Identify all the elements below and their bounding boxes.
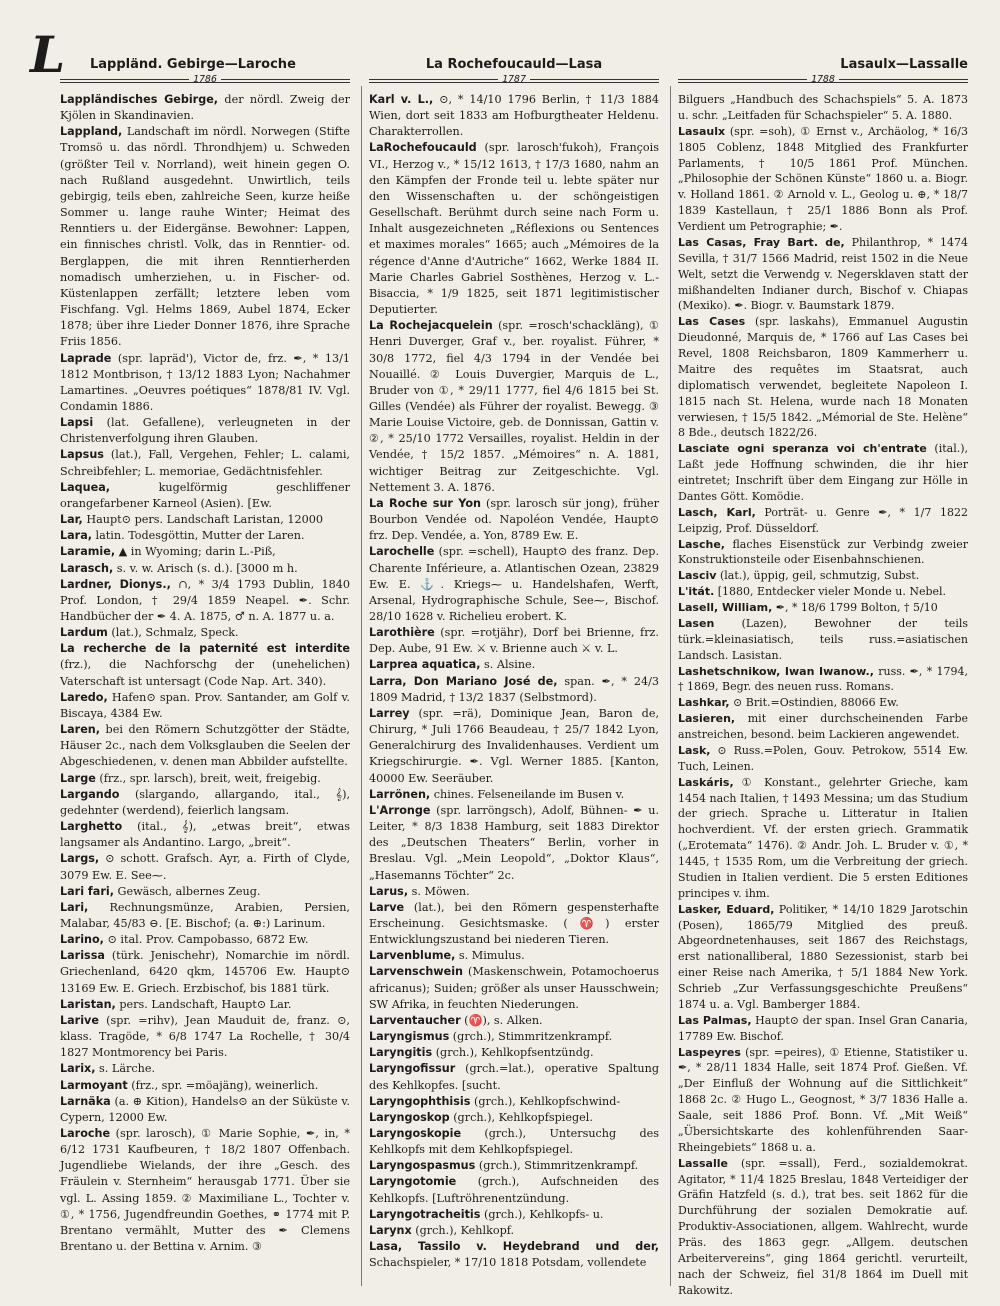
dictionary-entry xyxy=(678,743,968,775)
page-number: 1788 xyxy=(807,73,839,87)
dictionary-entry xyxy=(60,819,350,851)
entry-headword: Laryngophthisis xyxy=(369,1094,471,1108)
dictionary-entry xyxy=(369,1126,659,1158)
entry-text: ⊙ Brit.=Ostindien, 88066 Ew. xyxy=(729,696,899,710)
entry-text: s. Möwen. xyxy=(408,884,470,898)
dictionary-entry xyxy=(60,900,350,932)
entry-headword: Larventaucher xyxy=(369,1013,461,1027)
entry-text: Landschaft im nördl. Norwegen (Stifte Tromsö u. das nördl. Throndhjem) u. Schweden (größter Teil v. Norrland), weit hinein gegen O. nach Rußland ausgedehnt. Unwirtlich, teils gebirgig, teils eben, zahlreiche Seen, kurze heiße Sommer u. lange rauhe Winter; Heimat des Renntiers u. der Eidergänse. Bewohner: Lappen, ein finnisches christl. Volk, das in Renntier- od. Berglappen, die mit ihren Renntierherden nomadisch umherziehen, u. in Fischer- od. Küstenlappen zerfällt; letztere leben vom Fischfang. Vgl. Helms 1869, Aubel 1874, Ecker 1878; über ihre Lieder Donner 1876, ihre Sprache Friis 1856. xyxy=(60,125,350,349)
entry-headword: Larasch, xyxy=(60,561,114,575)
entry-headword: Laryngospasmus xyxy=(369,1159,476,1173)
entry-headword: Lask, xyxy=(678,743,711,757)
dictionary-entry xyxy=(369,1223,659,1239)
entry-headword: Larprea aquatica, xyxy=(369,658,481,672)
entry-text: (ital.), Laßt jede Hoffnung schwinden, die ihr hier eintretet; Inschrift über dem Eingang zur Hölle in Dantes Gött. Komödie. xyxy=(678,442,968,503)
entry-headword: Larghetto xyxy=(60,820,123,834)
dictionary-entry xyxy=(369,544,659,625)
entry-text: (spr. larröngsch), Adolf, Bühnen- ✒ u. Leiter, * 8/3 1838 Hamburg, seit 1883 Direktor des „Deutschen Theaters“ Berlin, vorher in Breslau. Vgl. „Mein Leopold“, „Doktor Klaus“, „Hasemanns Töchter“ 2c. xyxy=(369,803,659,882)
entry-text: (türk. Jenischehr), Nomarchie im nördl. Griechenland, 6420 qkm, 145706 Ew. Haupt⊙ 13169 Ew. E. Griech. Erzbischof, bis 1881 türk. xyxy=(60,949,350,995)
dictionary-entry xyxy=(60,625,350,641)
running-head: Lappländ. Gebirge—Laroche xyxy=(90,57,296,72)
entry-text: latin. Todesgöttin, Mutter der Laren. xyxy=(92,529,305,543)
dictionary-entry xyxy=(678,664,968,696)
entries-list xyxy=(369,92,659,1271)
dictionary-entry xyxy=(369,1045,659,1061)
entry-text: (spr. =rä), Dominique Jean, Baron de, Chirurg, * Juli 1766 Beaudeau, † 25/7 1842 Lyon, Generalchirurg des Invalidenhauses. Verdient um Kriegschirurgie. ✒. Vgl. Werner 1885. [Kanton, 40000 Ew. Seeräuber. xyxy=(369,706,659,785)
dictionary-entry xyxy=(369,1158,659,1174)
entry-headword: Laryngoskopie xyxy=(369,1127,462,1140)
entry-headword: Lardum xyxy=(60,626,108,640)
entry-text: ✒, * 18/6 1799 Bolton, † 5/10 xyxy=(772,601,938,614)
column-divider xyxy=(361,86,362,1286)
dictionary-entry xyxy=(369,803,659,884)
dictionary-entry xyxy=(60,1013,350,1061)
entry-headword: Larnäka xyxy=(60,1094,111,1108)
dictionary-entry xyxy=(60,932,350,948)
entry-text: (grch.), Untersuchg des Kehlkopfs mit dem Kehlkopfspiegel. xyxy=(369,1127,659,1157)
entry-text: ⊙ ital. Prov. Campobasso, 6872 Ew. xyxy=(103,933,309,947)
column-2 xyxy=(369,56,659,1271)
dictionary-entry xyxy=(678,441,968,505)
entry-text: (spr. =schell), Haupt⊙ des franz. Dep. Charente Inférieure, a. Atlantischen Ozean, 23829 Ew. E. ⚓. Kriegs⁓ u. Handelshafen, Werft, Arsenal, Hydrographische Schule, See⁓, Bischof. 28/10 1628 v. Richelieu erobert. K. xyxy=(369,545,659,623)
dictionary-entry xyxy=(678,616,968,664)
dictionary-entry xyxy=(678,775,968,902)
entry-headword: Lasa, Tassilo v. Heydebrand und der, xyxy=(369,1240,659,1254)
dictionary-entry xyxy=(369,1013,659,1029)
entry-text: (grch.), Stimmritzenkrampf. xyxy=(475,1159,639,1173)
entry-text: (spr. =rosch'schackläng), ① Henri Duverger, Graf v., ber. royalist. Führer, * 30/8 1772, fiel 4/3 1794 in der Vendée bei Nouaillé. ② Louis Duvergier, Marquis de L., Bruder von ①, * 29/11 1777, fiel 4/6 1815 bei St. Gilles (Vendée) als Führer der royalist. Bewegg. ③ Marie Louise Victoire, geb. de Donnissan, Gattin v. ②, * 25/10 1772 Versailles, royalist. Heldin in der Vendée, † 15/2 1857. „Mémoires“ n. A. 1881, wichtiger Beitrag zur Zeitgeschichte. Vgl. Nettement 3. A. 1876. xyxy=(369,319,659,494)
entry-text: (slargando, allargando, ital., 𝄞), gedehnter (werdend), feierlich langsam. xyxy=(60,787,350,817)
entry-text: kugelförmig geschliffener orangefarbener Karneol (Asien). [Ew. xyxy=(60,480,350,510)
entry-text: (Lazen), Bewohner der teils türk.=kleinasiatisch, teils russ.=asiatischen Landsch. Lasistan. xyxy=(678,616,968,662)
dictionary-entry xyxy=(369,625,659,657)
entry-text: span. ✒, * 24/3 1809 Madrid, † 13/2 1837 (Selbstmord). xyxy=(369,674,659,704)
entry-headword: Larive xyxy=(60,1013,99,1027)
dictionary-entry xyxy=(678,600,968,616)
running-head: La Rochefoucauld—Lasa xyxy=(425,57,603,72)
entry-text: (spr. =ssall), Ferd., sozialdemokrat. Agitator, * 11/4 1825 Breslau, 1848 Verteidiger der Gräfin Hatzfeld (s. d.), trat bes. seit 1862 für die Durchführung der sozialen Demokratie auf. Produktiv-Associationen, allgem. Wahlrecht, wurde Präs. des 1863 gegr. „Allgem. deutschen Arbeitervereins“, ging 1864 gerichtl. verurteilt, nach der Schweiz, fiel 31/8 1864 im Duell mit Rakowitz. xyxy=(678,1156,968,1297)
dictionary-entry xyxy=(369,900,659,948)
entry-headword: Las Casas, Fray Bart. de, xyxy=(678,235,845,249)
entry-headword: Laskáris, xyxy=(678,775,734,789)
entry-headword: Larus, xyxy=(369,884,409,898)
entry-headword: Laryngismus xyxy=(369,1030,450,1044)
entry-headword: Laryngofissur xyxy=(369,1062,456,1076)
dictionary-entry xyxy=(60,948,350,996)
entry-text: (Maskenschwein, Potamochoerus africanus); Suiden; größer als unser Hausschwein; SW Afrika, in feuchten Niederungen. xyxy=(369,965,659,1011)
entry-text: Rechnungsmünze, Arabien, Persien, Malabar, 45/83 ⊖. [E. Bischof; (a. ⊕:) Larinum. xyxy=(60,900,350,930)
dictionary-entry xyxy=(369,787,659,803)
entry-text: ⊙ Russ.=Polen, Gouv. Petrokow, 5514 Ew. Tuch, Leinen. xyxy=(678,743,968,773)
entry-text: (grch.), Kehlkopfspiegel. xyxy=(449,1110,593,1124)
dictionary-entry xyxy=(369,1239,659,1271)
entry-text: (grch.), Kehlkopfsentzündg. xyxy=(432,1046,594,1060)
entry-headword: Lasciate ogni speranza voi ch'entrate xyxy=(678,442,927,456)
dictionary-entry xyxy=(60,997,350,1013)
entry-text: (spr. larosch), ① Marie Sophie, ✒, in, * 6/12 1731 Kaufbeuren, † 18/2 1807 Offenbach. Jugendliebe Wielands, der ihre „Gesch. des Fräulein v. Sternheim“ herausgab 1771. Über sie vgl. L. Assing 1859. ② Maximiliane L., Tochter v. ①, * 1756, Jugendfreundin Goethes, ⚭ 1774 mit P. Brentano vermählt, Mutter des ✒ Clemens Brentano u. der Bettina v. Arnim. ③ xyxy=(60,1127,350,1254)
entry-text: (lat.), Schmalz, Speck. xyxy=(107,626,239,640)
dictionary-entry xyxy=(369,1094,659,1110)
entry-text: (spr. lapräd'), Victor de, frz. ✒, * 13/1 1812 Montbrison, † 13/12 1883 Lyon; Nachahmer Lamartines. „Oeuvres poétiques“ 1878/81 IV. Vgl. Condamin 1886. xyxy=(60,351,350,413)
entry-headword: Larrey xyxy=(369,706,410,720)
dictionary-entry xyxy=(678,584,968,600)
entry-text: ① Konstant., gelehrter Grieche, kam 1454 nach Italien, † 1493 Messina; um das Studium der griech. Sprache u. Litteratur in Italien hochverdient. Vf. der ersten griech. Grammatik („Erotemata“ 1476). ② Andr. Joh. L. Bruder v. ①, * 1445, † 1535 Rom, um die Verbreitung der griech. Studien in Italien verdient. Die 5 ersten Editiones principes v. ihm. xyxy=(678,775,968,900)
dictionary-entry xyxy=(60,528,350,544)
dictionary-entry xyxy=(678,92,968,124)
entry-text: pers. Landschaft, Haupt⊙ Lar. xyxy=(115,997,292,1011)
entry-headword: Larochelle xyxy=(369,545,435,559)
entry-headword: Lasch, Karl, xyxy=(678,505,756,519)
entry-headword: Karl v. L., xyxy=(369,93,434,106)
entry-text: Haupt⊙ der span. Insel Gran Canaria, 17789 Ew. Bischof. xyxy=(678,1013,968,1043)
dictionary-entry xyxy=(678,1156,968,1299)
entry-text: (spr. laskahs), Emmanuel Augustin Dieudonné, Marquis de, * 1766 auf Las Cases bei Revel, 1808 Reichsbaron, 1809 Kammerherr u. Maitre des requêtes im Staatsrat, auch diplomatisch verwendet, begleitete Napoleon I. 1815 nach St. Helena, wurde nach 18 Monaten verwiesen, † 15/5 1842. „Mémorial de Ste. Helène“ 8 Bde., deutsch 1822/26. xyxy=(678,315,968,440)
dictionary-entry xyxy=(60,884,350,900)
entry-headword: L'Arronge xyxy=(369,803,431,817)
entry-text: s. Mimulus. xyxy=(455,949,525,963)
dictionary-entry xyxy=(60,1078,350,1094)
dictionary-entry xyxy=(678,314,968,441)
entry-text: Politiker, * 14/10 1829 Jarotschin (Posen), 1865/79 Mitglied des preuß. Abgeordnetenhauses, seit 1867 des Reichstags, erst nationalliberal, 1880 Sezessionist, starb bei einer Reise nach Amerika, † 5/1 1884 New York. Schrieb „Zur Verfassungsgeschichte Preußens“ 1874 u. a. Vgl. Bamberger 1884. xyxy=(678,902,968,1011)
dictionary-entry xyxy=(60,351,350,416)
dictionary-entry xyxy=(60,544,350,560)
entry-headword: Laquea, xyxy=(60,480,111,494)
dictionary-entry xyxy=(678,505,968,537)
entry-text: s. Lärche. xyxy=(95,1062,156,1076)
entry-headword: Larvenblume, xyxy=(369,949,456,963)
dictionary-entry xyxy=(678,568,968,584)
page-number-rule xyxy=(60,74,350,88)
page-number: 1787 xyxy=(498,73,530,87)
entry-headword: Laryngoskop xyxy=(369,1110,450,1124)
entry-text: ∩, * 3/4 1793 Dublin, 1840 Prof. London, † 29/4 1859 Neapel. ✒. Schr. Handbücher der ✒ 4. A. 1875, ♂ n. A. 1877 u. a. xyxy=(60,577,350,623)
entry-text: Haupt⊙ pers. Landschaft Laristan, 12000 xyxy=(82,513,323,527)
entry-text: (grch.), Stimmritzenkrampf. xyxy=(449,1030,613,1044)
column-divider xyxy=(670,86,671,1286)
dictionary-entry xyxy=(60,690,350,722)
entry-headword: Larrönen, xyxy=(369,787,431,801)
page-number-rule xyxy=(678,74,968,88)
entry-text: (grch.), Aufschneiden des Kehlkopfs. [Luftröhrenentzündung. xyxy=(369,1175,659,1205)
dictionary-entry xyxy=(369,1174,659,1206)
entry-headword: Lashkar, xyxy=(678,696,730,710)
dictionary-entry xyxy=(60,1061,350,1077)
dictionary-entry xyxy=(369,496,659,544)
entry-headword: Lasell, William, xyxy=(678,601,773,614)
entry-headword: La recherche de la paternité est interdite xyxy=(60,642,350,656)
entry-headword: Laren, xyxy=(60,723,100,737)
entry-text: mit einer durchscheinenden Farbe anstreichen, besond. beim Lackieren angewendet. xyxy=(678,712,968,741)
dictionary-entry xyxy=(369,92,659,140)
entry-headword: Lappland, xyxy=(60,125,123,139)
entry-headword: Lasen xyxy=(678,616,715,630)
entry-text: russ. ✒, * 1794, † 1869, Begr. des neuen russ. Romans. xyxy=(678,664,968,694)
entry-headword: L'itát. xyxy=(678,585,715,599)
column-1 xyxy=(60,56,350,1255)
entry-text: s. Alsine. xyxy=(480,658,536,672)
entry-headword: La Rochejacquelein xyxy=(369,319,493,333)
dictionary-entry xyxy=(60,561,350,577)
entry-text: (grch.), Kehlkopfs- u. xyxy=(480,1207,604,1221)
dictionary-entry xyxy=(678,537,968,569)
entry-headword: La Roche sur Yon xyxy=(369,496,481,510)
dictionary-entry xyxy=(369,1207,659,1223)
entry-text: ⊙ schott. Grafsch. Ayr, a. Firth of Clyde, 3079 Ew. E. See⁓. xyxy=(60,852,350,882)
entry-text: ⊙, * 14/10 1796 Berlin, † 11/3 1884 Wien, dort seit 1833 am Hofburgtheater Heldenu. Charakterrollen. xyxy=(369,93,660,139)
page-number: 1786 xyxy=(189,73,221,87)
dictionary-entry xyxy=(678,235,968,314)
entry-headword: Larix, xyxy=(60,1062,96,1076)
entry-headword: Laprade xyxy=(60,351,112,365)
entry-text: (ital., 𝄞), „etwas breit“, etwas langsamer als Andantino. Largo, „breit“. xyxy=(60,820,350,850)
dictionary-entry xyxy=(678,1045,968,1156)
dictionary-entry xyxy=(369,706,659,787)
page-number-rule xyxy=(369,74,659,88)
entry-headword: Laryngotomie xyxy=(369,1175,457,1189)
entry-text: flaches Eisenstück zur Verbindg zweier Konstruktionsteile oder Eisenbahnschienen. xyxy=(678,537,968,567)
entry-headword: Laredo, xyxy=(60,690,108,704)
entry-headword: Lashetschnikow, Iwan Iwanow., xyxy=(678,664,874,678)
dictionary-entry xyxy=(60,641,350,689)
dictionary-entry xyxy=(678,695,968,711)
dictionary-entry xyxy=(369,964,659,1012)
entry-headword: Lasaulx xyxy=(678,124,726,138)
entry-text: Philanthrop, * 1474 Sevilla, † 31/7 1566 Madrid, reist 1502 in die Neue Welt, setzt die Verwendg v. Negersklaven statt der mißhandelten Indianer durch, Bischof v. Chiapas (Mexiko). ✒. Biogr. v. Baumstark 1879. xyxy=(678,235,968,313)
entry-headword: Laristan, xyxy=(60,997,116,1011)
entry-headword: Larvenschwein xyxy=(369,965,464,979)
entry-text: (spr. larosch sür jong), früher Bourbon Vendée od. Napoléon Vendée, Haupt⊙ frz. Dep. Vendée, a. Yon, 8789 Ew. E. xyxy=(369,496,660,543)
dictionary-entry xyxy=(60,577,350,625)
dictionary-entry xyxy=(369,657,659,673)
entry-headword: Larmoyant xyxy=(60,1078,128,1092)
entry-text: [1880, Entdecker vieler Monde u. Nebel. xyxy=(714,585,947,599)
entry-text: der nördl. Zweig der Kjölen in Skandinavien. xyxy=(60,93,351,123)
dictionary-entry xyxy=(369,1061,659,1093)
dictionary-entry xyxy=(60,92,350,124)
entry-headword: Laroche xyxy=(60,1127,111,1140)
entry-text: (grch.), Kehlkopfschwind- xyxy=(470,1094,621,1108)
entry-headword: Lasciv xyxy=(678,569,717,583)
entry-headword: Lari, xyxy=(60,900,89,914)
entry-headword: Larothière xyxy=(369,626,435,640)
entry-headword: Lari fari, xyxy=(60,884,114,898)
dictionary-entry xyxy=(369,884,659,900)
entry-text: (♈), s. Alken. xyxy=(460,1013,543,1027)
entry-headword: Laryngotracheitis xyxy=(369,1207,481,1221)
entry-text: Bilguers „Handbuch des Schachspiels“ 5. A. 1873 u. schr. „Leitfaden für Schachspieler“ 5. A. 1880. xyxy=(678,93,968,122)
entry-text: ▲ in Wyoming; darin L.-Piß, xyxy=(115,545,276,559)
dictionary-entry xyxy=(60,771,350,787)
entry-text: (spr. =rotjähr), Dorf bei Brienne, frz. Dep. Aube, 91 Ew. ⚔ v. Brienne auch ⚔ v. L. xyxy=(369,626,659,656)
dictionary-entry xyxy=(60,512,350,528)
entry-text: Hafen⊙ span. Prov. Santander, am Golf v. Biscaya, 4384 Ew. xyxy=(60,690,350,720)
dictionary-entry xyxy=(369,1110,659,1126)
entry-headword: Lasche, xyxy=(678,537,725,551)
entry-headword: Las Cases xyxy=(678,315,746,329)
entry-text: (lat. Gefallene), verleugneten in der Christenverfolgung ihren Glauben. xyxy=(60,416,350,446)
entry-headword: LaRochefoucauld xyxy=(369,141,477,155)
entry-text: s. v. w. Arisch (s. d.). [3000 m h. xyxy=(113,561,298,575)
entry-headword: Lasieren, xyxy=(678,712,736,726)
entry-text: (frz.), die Nachforschg der (unehelichen) Vaterschaft ist untersagt (Code Nap. Art. 340). xyxy=(60,658,350,688)
entry-text: (spr. =peires), ① Etienne, Statistiker u. ✒, * 28/11 1834 Halle, seit 1874 Prof. Gießen. Vf. „Der Einfluß der Wohnung auf die Sittlichkeit“ 1868 2c. ② Hugo L., Geognost, * 3/7 1836 Halle a. Saale, seit 1886 Prof. Bonn. Vf. „Mit Weiß“ „Übersichtskarte des kohlenführenden Saar-Rheingebiets“ 1868 u. a. xyxy=(678,1045,968,1154)
section-letter: L xyxy=(30,25,66,84)
entry-text: (spr. =soh), ① Ernst v., Archäolog, * 16/3 1805 Coblenz, 1848 Mitglied des Frankfurter Parlaments, † 10/5 1861 Prof. München. „Philosophie der Schönen Künste“ 1860 u. a. Biogr. v. Holland 1861. ② Arnold v. L., Geolog u. ⊕, * 18/7 1839 Kastellaun, † 25/1 1886 Bonn als Prof. Verdient um Petrographie; ✒. xyxy=(678,124,968,233)
entry-text: (grch.), Kehlkopf. xyxy=(411,1223,515,1237)
entries-list xyxy=(60,92,350,1255)
dictionary-entry xyxy=(369,674,659,706)
dictionary-entry xyxy=(60,415,350,447)
entry-text: Schachspieler, * 17/10 1818 Potsdam, vollendete xyxy=(369,1256,647,1270)
dictionary-entry xyxy=(60,124,350,350)
dictionary-entry xyxy=(678,1013,968,1045)
entry-text: (a. ⊕ Kition), Handels⊙ an der Süküste v. Cypern, 12000 Ew. xyxy=(60,1094,350,1124)
running-head: Lasaulx—Lassalle xyxy=(840,57,968,72)
dictionary-entry xyxy=(369,140,659,318)
entry-headword: Largs, xyxy=(60,852,100,866)
entry-headword: Laramie, xyxy=(60,545,116,559)
entry-headword: Lasker, Eduard, xyxy=(678,902,775,916)
entry-text: Gewäsch, albernes Zeug. xyxy=(113,884,261,898)
entry-headword: Largando xyxy=(60,787,120,801)
entry-text: (frz., spr. larsch), breit, weit, freigebig. xyxy=(95,771,321,785)
entry-headword: Large xyxy=(60,771,96,785)
entry-text: bei den Römern Schutzgötter der Städte, Häuser 2c., nach dem Volksglauben die Seelen der Abgeschiedenen, v. denen man Abbilder aufstellte. xyxy=(60,723,350,769)
entry-headword: Lappländisches Gebirge, xyxy=(60,93,219,106)
dictionary-entry xyxy=(60,480,350,512)
entry-text: (spr. larosch'fukoh), François VI., Herzog v., * 15/12 1613, † 17/3 1680, nahm an den Kämpfen der Fronde teil u. lebte später nur den Wissenschaften u. der schöngeistigen Gesellschaft. Berühmt durch seine nach Form u. Inhalt ausgezeichneten „Réflexions ou Sentences et maximes morales“ 1665; auch „Mémoires de la régence d'Anne d'Autriche“ 1662, Werke 1884 II. Marie Charles Gabriel Sosthènes, Herzog v. L.-Bisaccia, * 1/9 1825, seit 1871 legitimistischer Deputierter. xyxy=(369,141,659,317)
dictionary-entry xyxy=(60,1094,350,1126)
entry-headword: Larve xyxy=(369,900,405,914)
dictionary-entry xyxy=(678,124,968,235)
entry-text: (lat.), Fall, Vergehen, Fehler; L. calami, Schreibfehler; L. memoriae, Gedächtnisfehler. xyxy=(60,448,350,478)
dictionary-entry xyxy=(60,1126,350,1255)
entry-headword: Lassalle xyxy=(678,1156,728,1170)
dictionary-entry xyxy=(369,318,659,496)
dictionary-entry xyxy=(60,851,350,883)
dictionary-entry xyxy=(369,948,659,964)
entry-headword: Laryngitis xyxy=(369,1046,433,1060)
entry-headword: Lapsus xyxy=(60,448,104,462)
entry-headword: Lapsi xyxy=(60,416,94,430)
entry-text: (spr. =rihv), Jean Mauduit de, franz. ⊙, klass. Tragöde, * 6/8 1747 La Rochelle, † 30/4 1827 Montmorency bei Paris. xyxy=(60,1013,350,1060)
dictionary-entry xyxy=(678,711,968,743)
entry-headword: Larynx xyxy=(369,1223,412,1237)
entry-text: (frz., spr. =möajäng), weinerlich. xyxy=(127,1078,319,1092)
dictionary-entry xyxy=(60,447,350,479)
entry-headword: Larra, Don Mariano José de, xyxy=(369,674,558,688)
entry-headword: Laspeyres xyxy=(678,1045,741,1059)
column-3 xyxy=(678,56,968,1299)
entry-headword: Larino, xyxy=(60,933,104,947)
entry-headword: Lar, xyxy=(60,513,83,527)
entry-headword: Las Palmas, xyxy=(678,1013,752,1027)
entry-headword: Lardner, Dionys., xyxy=(60,577,171,591)
entry-headword: Larissa xyxy=(60,949,105,963)
entries-list xyxy=(678,92,968,1299)
entry-headword: Lara, xyxy=(60,529,92,543)
entry-text: (grch.=lat.), operative Spaltung des Kehlkopfes. [sucht. xyxy=(369,1062,659,1092)
entry-text: (lat.), bei den Römern gespensterhafte Erscheinung. Gesichtsmaske. (♈) erster Entwicklungszustand bei niederen Tieren. xyxy=(369,900,659,947)
dictionary-entry xyxy=(369,1029,659,1045)
dictionary-entry xyxy=(60,722,350,770)
dictionary-entry xyxy=(678,902,968,1013)
entry-text: (lat.), üppig, geil, schmutzig, Subst. xyxy=(716,569,920,583)
entry-text: Porträt- u. Genre ✒, * 1/7 1822 Leipzig, Prof. Düsseldorf. xyxy=(678,505,968,535)
entry-text: chines. Felseneilande im Busen v. xyxy=(430,787,625,801)
dictionary-entry xyxy=(60,787,350,819)
